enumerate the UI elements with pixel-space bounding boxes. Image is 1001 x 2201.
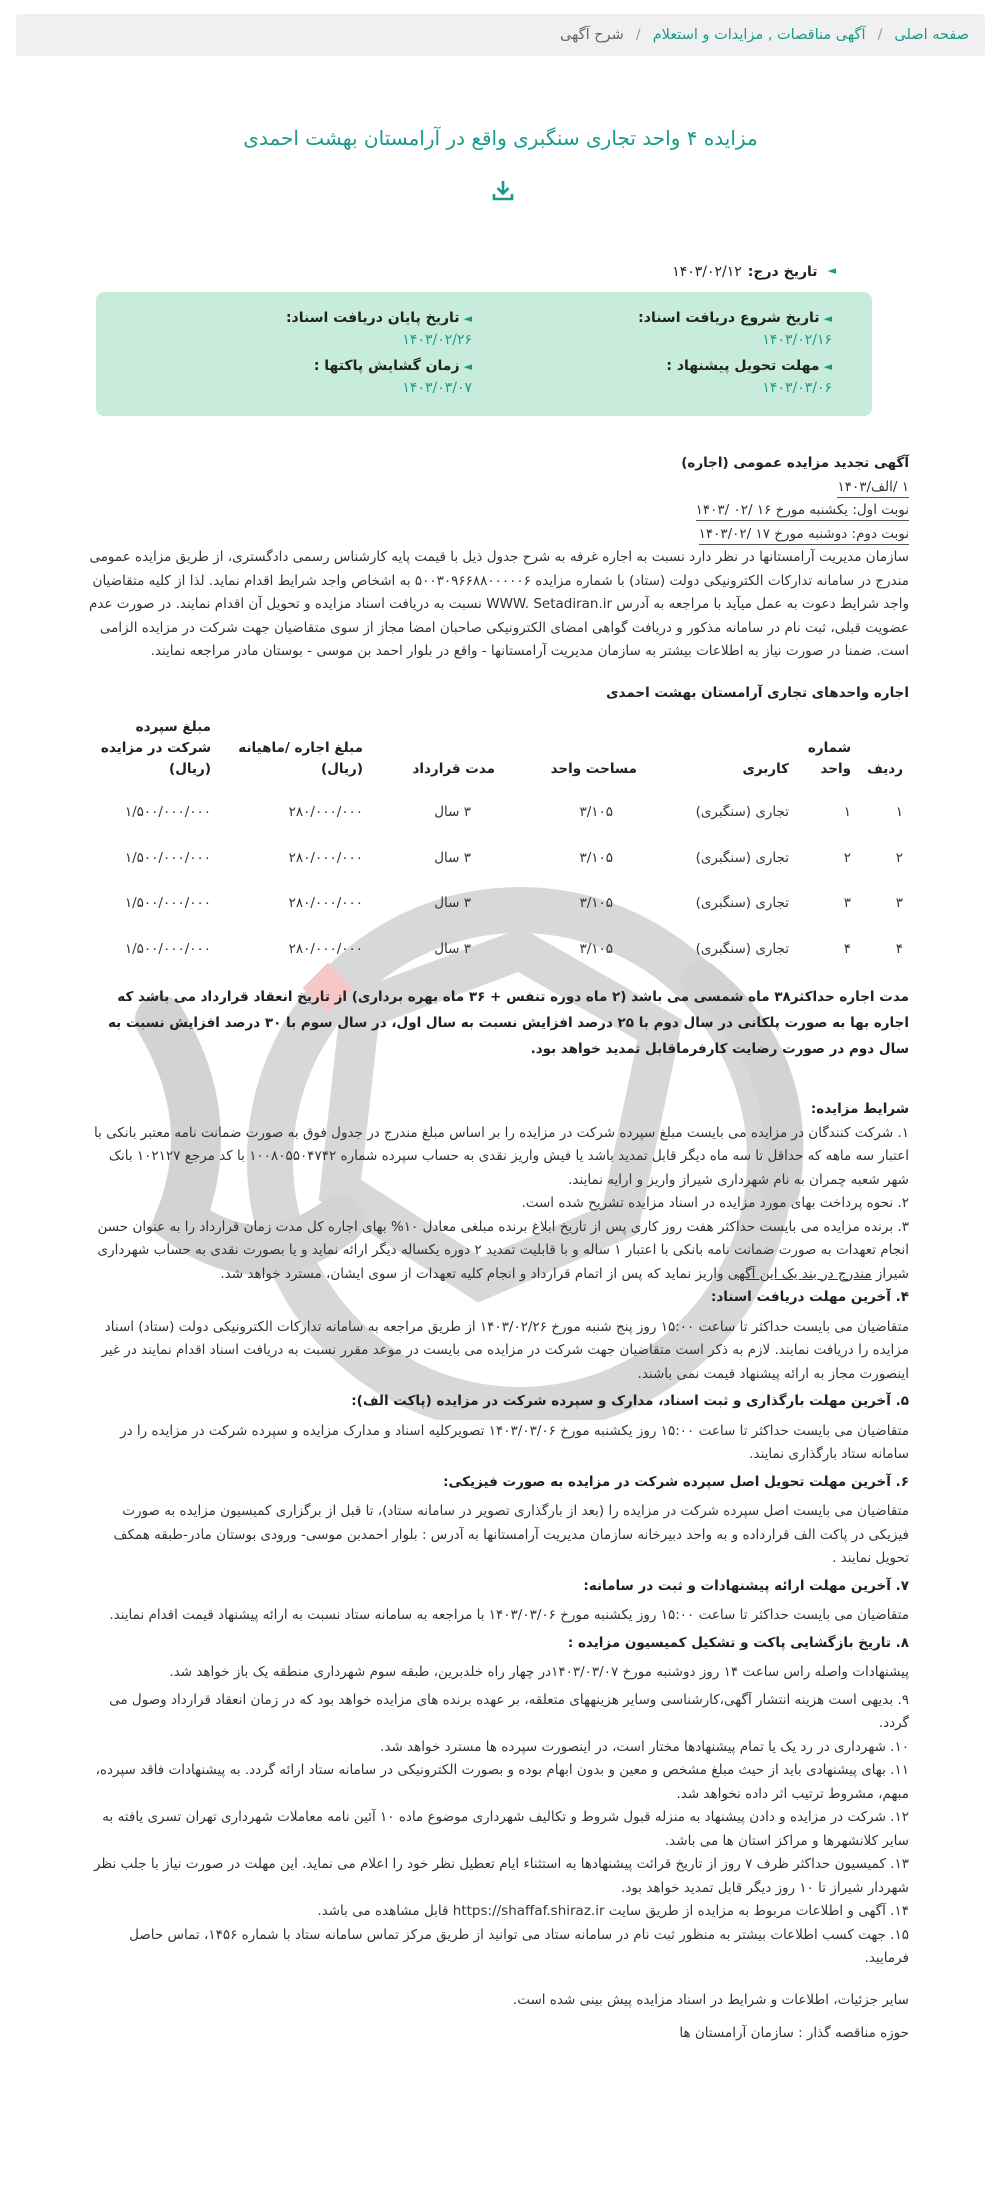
breadcrumb xyxy=(16,14,985,56)
condition-12: ۱۲. شرکت در مزایده و دادن پیشنهاد به منزله قبول شروط و تکالیف شهرداری موضوع ماده ۱۰ آئین نامه معاملات شهرداری تهران تسری یافته به سایر کلانشهرها و مراکز استان ها می باشد. xyxy=(102,1809,909,1849)
notice-second-round: نوبت دوم: دوشنبه مورخ ۱۷ /۱۴۰۳/۰۲ xyxy=(699,524,909,545)
conditions-list xyxy=(89,1122,909,1971)
cell-unit-no: ۱ xyxy=(843,804,851,820)
condition-10: ۱۰. شهرداری در رد یک یا تمام پیشنهادها مختار است، در اینصورت سپرده ها مسترد خواهد شد. xyxy=(380,1738,909,1755)
cell-area: ۳/۱۰۵ xyxy=(579,940,613,957)
registration-value: ۱۴۰۳/۰۲/۱۲ xyxy=(672,264,742,280)
condition-3-b: واریز نماید که پس از اتمام قرارداد و انجام کلیه تعهدات از سوی ایشان، مسترد خواهد شد. xyxy=(220,1265,728,1282)
condition-3-a: ۳. برنده مزایده می بایست حداکثر هفت روز کاری پس از تاریخ ابلاغ برنده مبلغی معادل ۱۰% بهای اجاره کل مدت زمان قرارداد را به عنوان حسن انجام تعهدات به صورت ضمانت نامه بانکی با اعتبار ۱ ساله و با قابلیت تمدید ۲ دوره یکساله دیگر ارائه نماید و یا بصورت نقدی به حساب شهرداری شیراز xyxy=(97,1218,909,1282)
cell-unit-no: ۲ xyxy=(843,849,851,866)
notice-intro: سازمان مدیریت آرامستانها در نظر دارد نسبت به اجاره غرفه به شرح جدول ذیل با قیمت پایه کارشناس رسمی دادگستری، از طریق مزایده عمومی مندرج در سامانه تدارکات الکترونیکی دولت (ستاد) با شماره مزایده ۵۰۰۳۰۹۶۶۸۸۰۰۰۰۰۶ به اشخاص واجد شرایط اقدام نماید. لذا از کلیه متقاضیان واجد شرایط دعوت به عمل میآید با مراجعه به آدرس WWW. Setadiran.ir نسبت به دریافت اسناد مزایده و تحویل آن اقدام نمایند. در صورت عدم عضویت قبلی، ثبت نام در سامانه مذکور و دریافت گواهی امضای الکترونیکی صاحبان امضا مجاز از سوی متقاضیان جهت شرکت در مزایده الزامی است. ضمنا در صورت نیاز به اطلاعات بیشتر به سازمان مدیریت آرامستانها - واقع در بلوار احمد بن موسی - بوستان مادر مراجعه نمایند. xyxy=(89,549,909,659)
th-rent: مبلغ اجاره /ماهیانه (ریال) xyxy=(238,740,363,777)
dates-info-box xyxy=(96,292,872,416)
table-row xyxy=(89,881,909,927)
triangle-icon: ◄ xyxy=(463,360,472,373)
breadcrumb-current: شرح آگهی xyxy=(559,27,624,43)
cell-term: ۳ سال xyxy=(434,940,471,957)
cell-row: ۴ xyxy=(895,940,903,957)
cell-unit-no: ۴ xyxy=(843,940,851,957)
breadcrumb-category[interactable]: آگهی مناقصات , مزایدات و استعلام xyxy=(652,27,866,43)
th-row: ردیف xyxy=(867,761,903,777)
cell-usage: تجاری (سنگبری) xyxy=(695,940,789,957)
th-usage: کاربری xyxy=(742,761,789,777)
notice-first-round: نوبت اول: یکشنبه مورخ ۱۶ /۰۲ /۱۴۰۳ xyxy=(696,500,909,521)
table-row xyxy=(89,927,909,973)
lease-note: مدت اجاره حداکثر۳۸ ماه شمسی می باشد (۲ ماه دوره تنفس + ۳۶ ماه بهره برداری) از تاریخ انعقاد قرارداد می باشد که اجاره بها به صورت پلکانی در سال دوم با ۲۵ درصد افزایش نسبت به سال اول، در سال سوم با ۳۰ درصد افزایش نسبت به سال دوم در صورت رضایت کارفرماقابل تمدید خواهد بود. xyxy=(108,989,909,1057)
condition-14[interactable]: ۱۴. آگهی و اطلاعات مربوط به مزایده از طریق سایت https://shaffaf.shiraz.ir قابل مشاهده می باشد. xyxy=(317,1903,909,1919)
table-row xyxy=(89,790,909,836)
condition-3 xyxy=(89,1216,909,1287)
offer-deadline-cell xyxy=(666,358,832,396)
condition-8-heading: ۸. تاریخ بازگشایی پاکت و تشکیل کمیسیون مزایده : xyxy=(567,1634,909,1651)
triangle-icon: ◄ xyxy=(823,360,832,373)
notice-heading: آگهی تجدید مزایده عمومی (اجاره) xyxy=(681,455,909,471)
condition-7-body: متقاضیان می بایست حداکثر تا ساعت ۱۵:۰۰ روز یکشنبه مورخ ۱۴۰۳/۰۳/۰۶ با مراجعه به سامانه ستاد نسبت به ارائه پیشنهاد قیمت اقدام نمایند. xyxy=(109,1607,909,1623)
doc-start-cell xyxy=(638,310,832,348)
condition-7-heading: ۷. آخرین مهلت ارائه پیشنهادات و ثبت در سامانه: xyxy=(583,1577,909,1594)
notice-ref: ۱ /الف/۱۴۰۳ xyxy=(837,477,909,498)
offer-deadline-value: ۱۴۰۳/۰۳/۰۶ xyxy=(762,380,832,396)
condition-6-heading: ۶. آخرین مهلت تحویل اصل سپرده شرکت در مزایده به صورت فیزیکی: xyxy=(443,1473,909,1490)
th-term: مدت قرارداد xyxy=(412,761,495,777)
conditions-heading: شرایط مزایده: xyxy=(810,1101,909,1117)
condition-5-heading: ۵. آخرین مهلت بارگذاری و ثبت اسناد، مدارک و سپرده شرکت در مزایده (پاکت الف): xyxy=(351,1393,909,1409)
cell-area: ۳/۱۰۵ xyxy=(579,849,613,866)
condition-3-underlined: مندرج در بند یک این آگهی xyxy=(727,1265,872,1282)
doc-end-cell xyxy=(286,310,472,348)
footer-more: سایر جزئیات، اطلاعات و شرایط در اسناد مزایده پیش بینی شده است. xyxy=(512,1991,909,2008)
condition-2: ۲. نحوه پرداخت بهای مورد مزایده در اسناد مزایده تشریح شده است. xyxy=(521,1195,909,1211)
doc-end-value: ۱۴۰۳/۰۲/۲۶ xyxy=(402,332,472,348)
cell-deposit: ۱/۵۰۰/۰۰۰/۰۰۰ xyxy=(124,940,211,957)
triangle-icon: ◄ xyxy=(827,264,836,277)
breadcrumb-separator: / xyxy=(635,27,641,43)
condition-6-body: متقاضیان می بایست اصل سپرده شرکت در مزایده را (بعد از بارگذاری تصویر در سامانه ستاد)، تا قبل از برگزاری کمیسیون مزایده به صورت فیزیکی در پاکت الف قرارداده و به واحد دبیرخانه سازمان مدیریت آرامستانها به آدرس : بلوار احمدبن موسی- ورودی بوستان مادر-طبقه همکف تحویل نمایند . xyxy=(113,1503,909,1566)
registration-date xyxy=(672,264,836,280)
th-unit-no: شماره واحد xyxy=(807,740,851,777)
cell-usage: تجاری (سنگبری) xyxy=(695,849,789,866)
condition-15: ۱۵. جهت کسب اطلاعات بیشتر به منظور ثبت نام در سامانه ستاد می توانید از طریق مرکز تماس سامانه ستاد با شماره ۱۴۵۶، تماس حاصل فرمایید. xyxy=(129,1926,909,1966)
cell-deposit: ۱/۵۰۰/۰۰۰/۰۰۰ xyxy=(124,804,211,820)
cell-usage: تجاری (سنگبری) xyxy=(695,895,789,911)
cell-area: ۳/۱۰۵ xyxy=(579,895,613,911)
condition-13: ۱۳. کمیسیون حداکثر ظرف ۷ روز از تاریخ قرائت پیشنهادها به استثناء ایام تعطیل نظر خود را اعلام می نماید. این مهلت در صورت نیاز با جلب نظر شهردار شیراز تا ۱۰ روز دیگر قابل تمدید خواهد بود. xyxy=(93,1856,909,1896)
cell-unit-no: ۳ xyxy=(843,895,851,911)
table-header-row xyxy=(89,713,909,790)
footer-issuer: حوزه مناقصه گذار : سازمان آرامستان ها xyxy=(679,2025,909,2041)
condition-9: ۹. بدیهی است هزینه انتشار آگهی،کارشناسی وسایر هزینههای متعلقه، بر عهده برنده های مزایده خواهد بود که در زمان انعقاد قرارداد وصول می گردد. xyxy=(109,1691,909,1731)
cell-deposit: ۱/۵۰۰/۰۰۰/۰۰۰ xyxy=(124,895,211,911)
cell-row: ۱ xyxy=(895,804,903,820)
cell-rent: ۲۸۰/۰۰۰/۰۰۰ xyxy=(288,895,363,911)
notice-content xyxy=(89,452,909,2046)
cell-area: ۳/۱۰۵ xyxy=(579,804,613,820)
doc-start-value: ۱۴۰۳/۰۲/۱۶ xyxy=(762,332,832,348)
condition-8-body: پیشنهادات واصله راس ساعت ۱۴ روز دوشنبه مورخ ۱۴۰۳/۰۳/۰۷در چهار راه خلدبرین، طبقه سوم شهرداری منطقه یک باز خواهد شد. xyxy=(169,1664,909,1680)
cell-row: ۳ xyxy=(895,895,903,911)
offer-deadline-label: مهلت تحویل پیشنهاد : xyxy=(666,358,820,374)
cell-term: ۳ سال xyxy=(434,849,471,866)
registration-label: تاریخ درج: xyxy=(747,264,818,280)
cell-rent: ۲۸۰/۰۰۰/۰۰۰ xyxy=(288,804,363,820)
triangle-icon: ◄ xyxy=(463,312,472,325)
opening-cell xyxy=(314,358,472,396)
condition-1: ۱. شرکت کنندگان در مزایده می بایست مبلغ سپرده شرکت در مزایده را بر اساس مبلغ مندرج در جدول فوق به صورت ضمانت نامه معتبر بانکی با اعتبار سه ماهه که حداقل تا سه ماه دیگر قابل تمدید باشد یا فیش واریز نقدی به حساب سپرده شماره ۱۰۰۸۰۵۵۰۴۷۴۲ با کد مرجع ۱۰۲۱۲۷ بانک شهر شعبه چمران به نام شهرداری شیراز واریز و ارایه نمایند. xyxy=(93,1124,909,1188)
condition-4-body: متقاضیان می بایست حداکثر تا ساعت ۱۵:۰۰ روز پنج شنبه مورخ ۱۴۰۳/۰۲/۲۶ از طریق مراجعه به سامانه تدارکات الکترونیکی دولت (ستاد) اسناد مزایده را دریافت نمایند. لازم به ذکر است متقاضیان جهت شرکت در مزایده می بایست در موعد مقرر نسبت به دریافت اسناد اقدام نمایند در غیر اینصورت مجاز به ارائه پیشنهاد قیمت نمی باشند. xyxy=(101,1318,909,1382)
breadcrumb-home[interactable]: صفحه اصلی xyxy=(894,27,969,43)
cell-deposit: ۱/۵۰۰/۰۰۰/۰۰۰ xyxy=(124,849,211,866)
units-table xyxy=(89,713,909,972)
doc-start-label: تاریخ شروع دریافت اسناد: xyxy=(638,310,820,326)
th-deposit: مبلغ سپرده شرکت در مزایده (ریال) xyxy=(100,719,211,777)
cell-rent: ۲۸۰/۰۰۰/۰۰۰ xyxy=(288,849,363,866)
cell-usage: تجاری (سنگبری) xyxy=(695,804,789,820)
page-title: مزایده ۴ واحد تجاری سنگبری واقع در آرامستان بهشت احمدی xyxy=(243,126,758,150)
condition-4-heading: ۴. آخرین مهلت دریافت اسناد: xyxy=(710,1289,909,1305)
cell-rent: ۲۸۰/۰۰۰/۰۰۰ xyxy=(288,940,363,957)
cell-term: ۳ سال xyxy=(434,804,471,820)
condition-5-body: متقاضیان می بایست حداکثر تا ساعت ۱۵:۰۰ روز یکشنبه مورخ ۱۴۰۳/۰۳/۰۶ تصویرکلیه اسناد و مدارک مزایده و سپرده شرکت در مزایده را در سامانه ستاد بارگذاری نمایند. xyxy=(120,1422,909,1462)
table-row xyxy=(89,836,909,882)
download-icon[interactable] xyxy=(490,178,516,204)
th-area: مساحت واحد xyxy=(550,761,637,777)
opening-value: ۱۴۰۳/۰۳/۰۷ xyxy=(402,380,472,396)
table-caption: اجاره واحدهای تجاری آرامستان بهشت احمدی xyxy=(606,684,909,701)
opening-label: زمان گشایش پاکتها : xyxy=(313,358,460,374)
cell-row: ۲ xyxy=(895,849,903,866)
triangle-icon: ◄ xyxy=(823,312,832,325)
cell-term: ۳ سال xyxy=(434,895,471,911)
condition-11: ۱۱. بهای پیشنهادی باید از حیث مبلغ مشخص و معین و بدون ابهام بوده و بصورت الکترونیکی در سامانه ستاد ارائه گردد. به پیشنهادات فاقد سپرده، مبهم، مشروط ترتیب اثر داده نخواهد شد. xyxy=(95,1762,909,1802)
doc-end-label: تاریخ پایان دریافت اسناد: xyxy=(285,310,460,326)
breadcrumb-separator: / xyxy=(877,27,883,43)
